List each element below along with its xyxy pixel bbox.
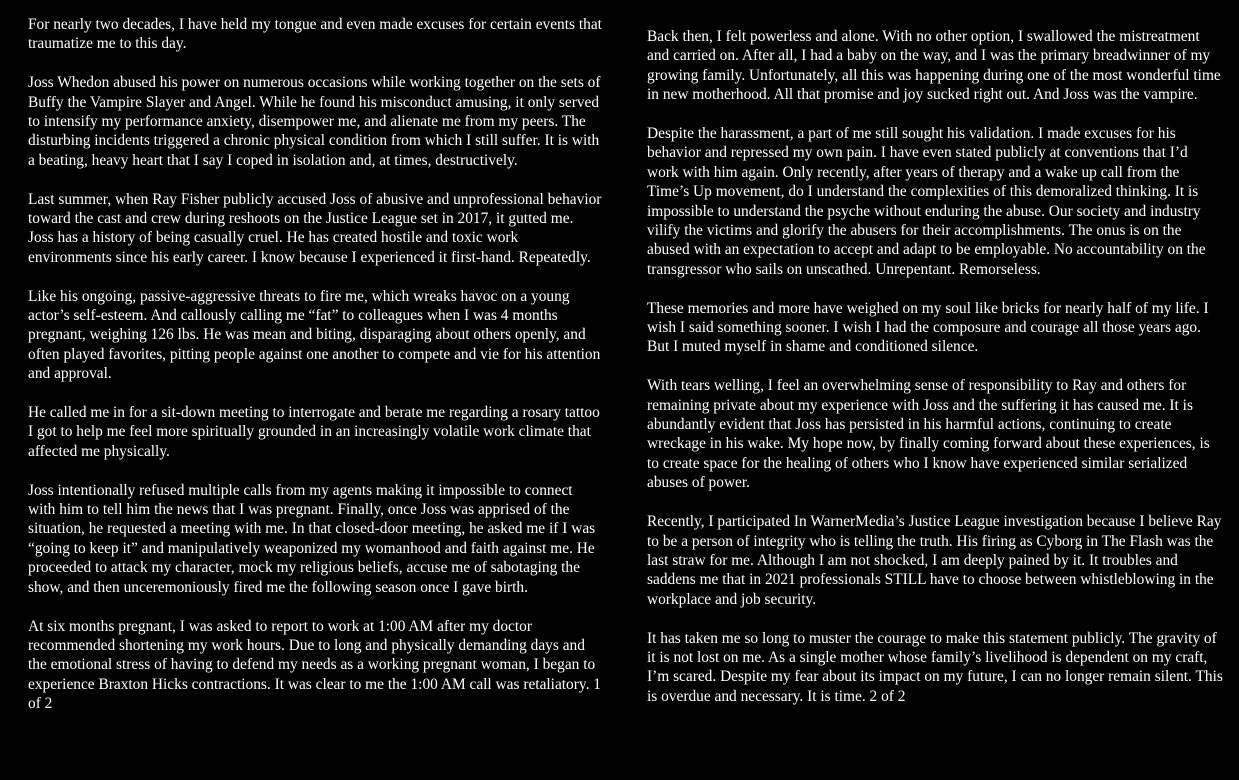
paragraph: Like his ongoing, passive-aggressive threats to fire me, which wreaks havoc on a young actor’s self-esteem. And callously calling me “fat” to colleagues when I was 4 months pregnant, weighing 126 lbs. He was mean and biting, disparaging about others openly, and often played favorites, pitting people against one another to compete and vie for his attention and approval. [28, 287, 601, 383]
paragraph: He called me in for a sit-down meeting to interrogate and berate me regarding a rosary tattoo I got to help me feel more spiritually grounded in an increasingly volatile work climate that affected me physically. [28, 404, 600, 460]
statement-page-1 [0, 0, 622, 733]
paragraph-with-page-number: It has taken me so long to muster the courage to make this statement publicly. The gravity of it is not lost on me. As a single mother whose family’s livelihood is dependent on my craft, I’m scared. Despite my fear about its impact on my future, I can no longer remain silent. This is overdue and necessary. It is time. 2 of 2 [647, 629, 1223, 705]
paragraph: Joss Whedon abused his power on numerous occasions while working together on the sets of Buffy the Vampire Slayer and Angel. While he found his misconduct amusing, it only served to intensify my performance anxiety, disempower me, and alienate me from my peers. The disturbing incidents triggered a chronic physical condition from which I still suffer. It is with a beating, heavy heart that I say I coped in isolation and, at times, destructively. [28, 74, 601, 169]
paragraph: Recently, I participated In WarnerMedia’s Justice League investigation because I believe Ray to be a person of integrity who is telling the truth. His firing as Cyborg in The Flash was the last straw for me. Although I am not shocked, I am deeply pained by it. It troubles and saddens me that in 2021 professionals STILL have to choose between whistleblowing in the workplace and job security. [647, 513, 1222, 608]
paragraph: These memories and more have weighed on my soul like bricks for nearly half of my life. I wish I said something sooner. I wish I had the composure and courage all those years ago. But I muted myself in shame and conditioned silence. [647, 299, 1209, 356]
paragraph: With tears welling, I feel an overwhelming sense of responsibility to Ray and others for remaining private about my experience with Joss and the suffering it has caused me. It is abundantly evident that Joss has persisted in his harmful actions, continuing to create wreckage in his wake. My hope now, by finally coming forward about these experiences, is to create space for the healing of others who I know have experienced similar serialized abuses of power. [647, 377, 1210, 492]
paragraph: For nearly two decades, I have held my tongue and even made excuses for certain events that traumatize me to this day. [28, 16, 602, 53]
paragraph: Joss intentionally refused multiple calls from my agents making it impossible to connect with him to tell him the news that I was pregnant. Finally, once Joss was apprised of the situation, he requested a meeting with me. In that closed-door meeting, he asked me if I was “going to keep it” and manipulatively weaponized my womanhood and faith against me. He proceeded to attack my character, mock my religious beliefs, accuse me of sabotaging the show, and then unceremoniously fired me the following season once I gave birth. [28, 481, 596, 596]
statement-page-2 [620, 0, 1239, 726]
paragraph: Despite the harassment, a part of me still sought his validation. I made excuses for his behavior and repressed my own pain. I have even stated publicly at conventions that I’d work with him again. Only recently, after years of therapy and a wake up call from the Time’s Up movement, do I understand the complexities of this demoralized thinking. It is impossible to understand the psyche without enduring the abuse. Our society and industry vilify the victims and glorify the abusers for their accomplishments. The onus is on the abused with an expectation to accept and adapt to be employable. No accountability on the transgressor who sails on unscathed. Unrepentant. Remorseless. [647, 125, 1206, 278]
paragraph: Last summer, when Ray Fisher publicly accused Joss of abusive and unprofessional behavior toward the cast and crew during reshoots on the Justice League set in 2017, it gutted me. Joss has a history of being casually cruel. He has created hostile and toxic work environments since his early career. I know because I experienced it first-hand. Repeatedly. [28, 190, 602, 266]
paragraph: Back then, I felt powerless and alone. With no other option, I swallowed the mistreatment and carried on. After all, I had a baby on the way, and I was the primary breadwinner of my growing family. Unfortunately, all this was happening during one of the most wonderful time in new motherhood. All that promise and joy sucked right out. And Joss was the vampire. [647, 28, 1221, 104]
paragraph-with-page-number: At six months pregnant, I was asked to report to work at 1:00 AM after my doctor recommended shortening my work hours. Due to long and physically demanding days and the emotional stress of having to defend my needs as a working pregnant woman, I began to experience Braxton Hicks contractions. It was clear to me the 1:00 AM call was retaliatory. 1 of 2 [28, 617, 601, 713]
